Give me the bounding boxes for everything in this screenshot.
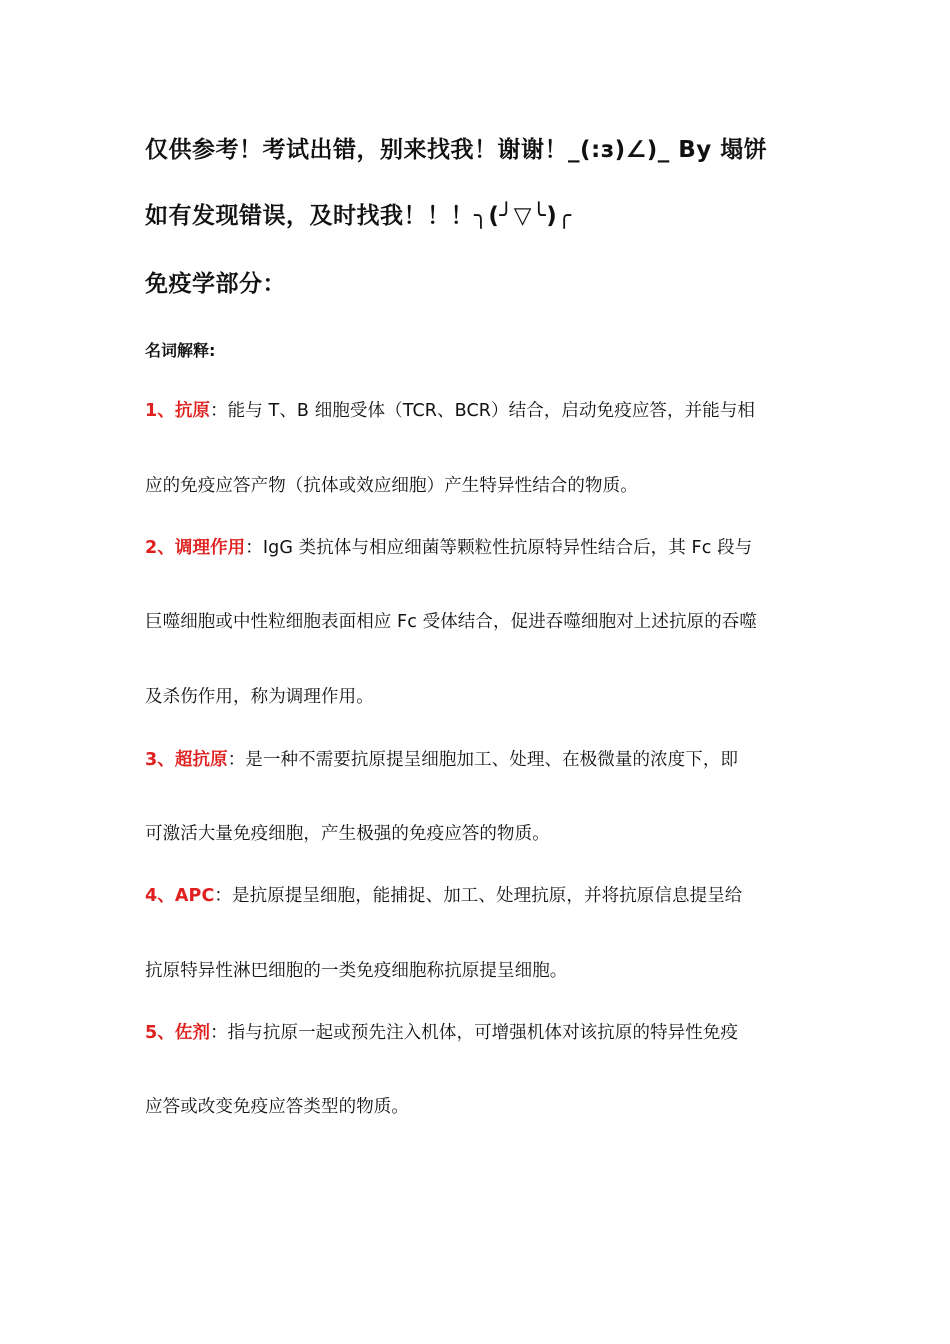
entry-4-line-1 bbox=[145, 886, 742, 907]
entry-2-line-2: 巨噬细胞或中性粒细胞表面相应 Fc 受体结合，促进吞噬细胞对上述抗原的吞噬 bbox=[145, 612, 758, 632]
entry-5-term: 5、佐剂 bbox=[145, 1023, 211, 1043]
entry-1-line-1 bbox=[145, 401, 755, 422]
entry-2-line-3: 及杀伤作用，称为调理作用。 bbox=[145, 687, 374, 707]
entry-3-text: ：是一种不需要抗原提呈细胞加工、处理、在极微量的浓度下，即 bbox=[227, 750, 739, 770]
entry-5-text: ：指与抗原一起或预先注入机体，可增强机体对该抗原的特异性免疫 bbox=[210, 1023, 739, 1043]
entry-4-text: ：是抗原提呈细胞，能捕捉、加工、处理抗原，并将抗原信息提呈给 bbox=[214, 886, 743, 906]
entry-1-term: 1、抗原 bbox=[145, 401, 211, 421]
entry-2-term: 2、调理作用 bbox=[145, 538, 246, 558]
section-title: 免疫学部分： bbox=[145, 271, 286, 297]
entry-4-term: 4、APC bbox=[145, 886, 215, 906]
entry-2-line-1 bbox=[145, 538, 752, 559]
disclaimer-line: 仅供参考！考试出错，别来找我！谢谢！_(:з)∠)_ By 塌饼 bbox=[145, 137, 768, 163]
entry-5-line-2: 应答或改变免疫应答类型的物质。 bbox=[145, 1097, 409, 1117]
entry-5-line-1 bbox=[145, 1023, 738, 1044]
error-report-line: 如有发现错误，及时找我！！！╮(╯▽╰)╭ bbox=[145, 203, 572, 229]
entry-3-line-2: 可激活大量免疫细胞，产生极强的免疫应答的物质。 bbox=[145, 824, 550, 844]
entry-2-text: ：IgG 类抗体与相应细菌等颗粒性抗原特异性结合后，其 Fc 段与 bbox=[245, 538, 753, 558]
entry-3-line-1 bbox=[145, 750, 738, 771]
entry-1-text: ：能与 T、B 细胞受体（TCR、BCR）结合，启动免疫应答，并能与相 bbox=[210, 401, 756, 421]
subsection-title: 名词解释: bbox=[145, 341, 216, 360]
entry-1-line-2: 应的免疫应答产物（抗体或效应细胞）产生特异性结合的物质。 bbox=[145, 476, 638, 496]
entry-3-term: 3、超抗原 bbox=[145, 750, 228, 770]
entry-4-line-2: 抗原特异性淋巴细胞的一类免疫细胞称抗原提呈细胞。 bbox=[145, 961, 568, 981]
